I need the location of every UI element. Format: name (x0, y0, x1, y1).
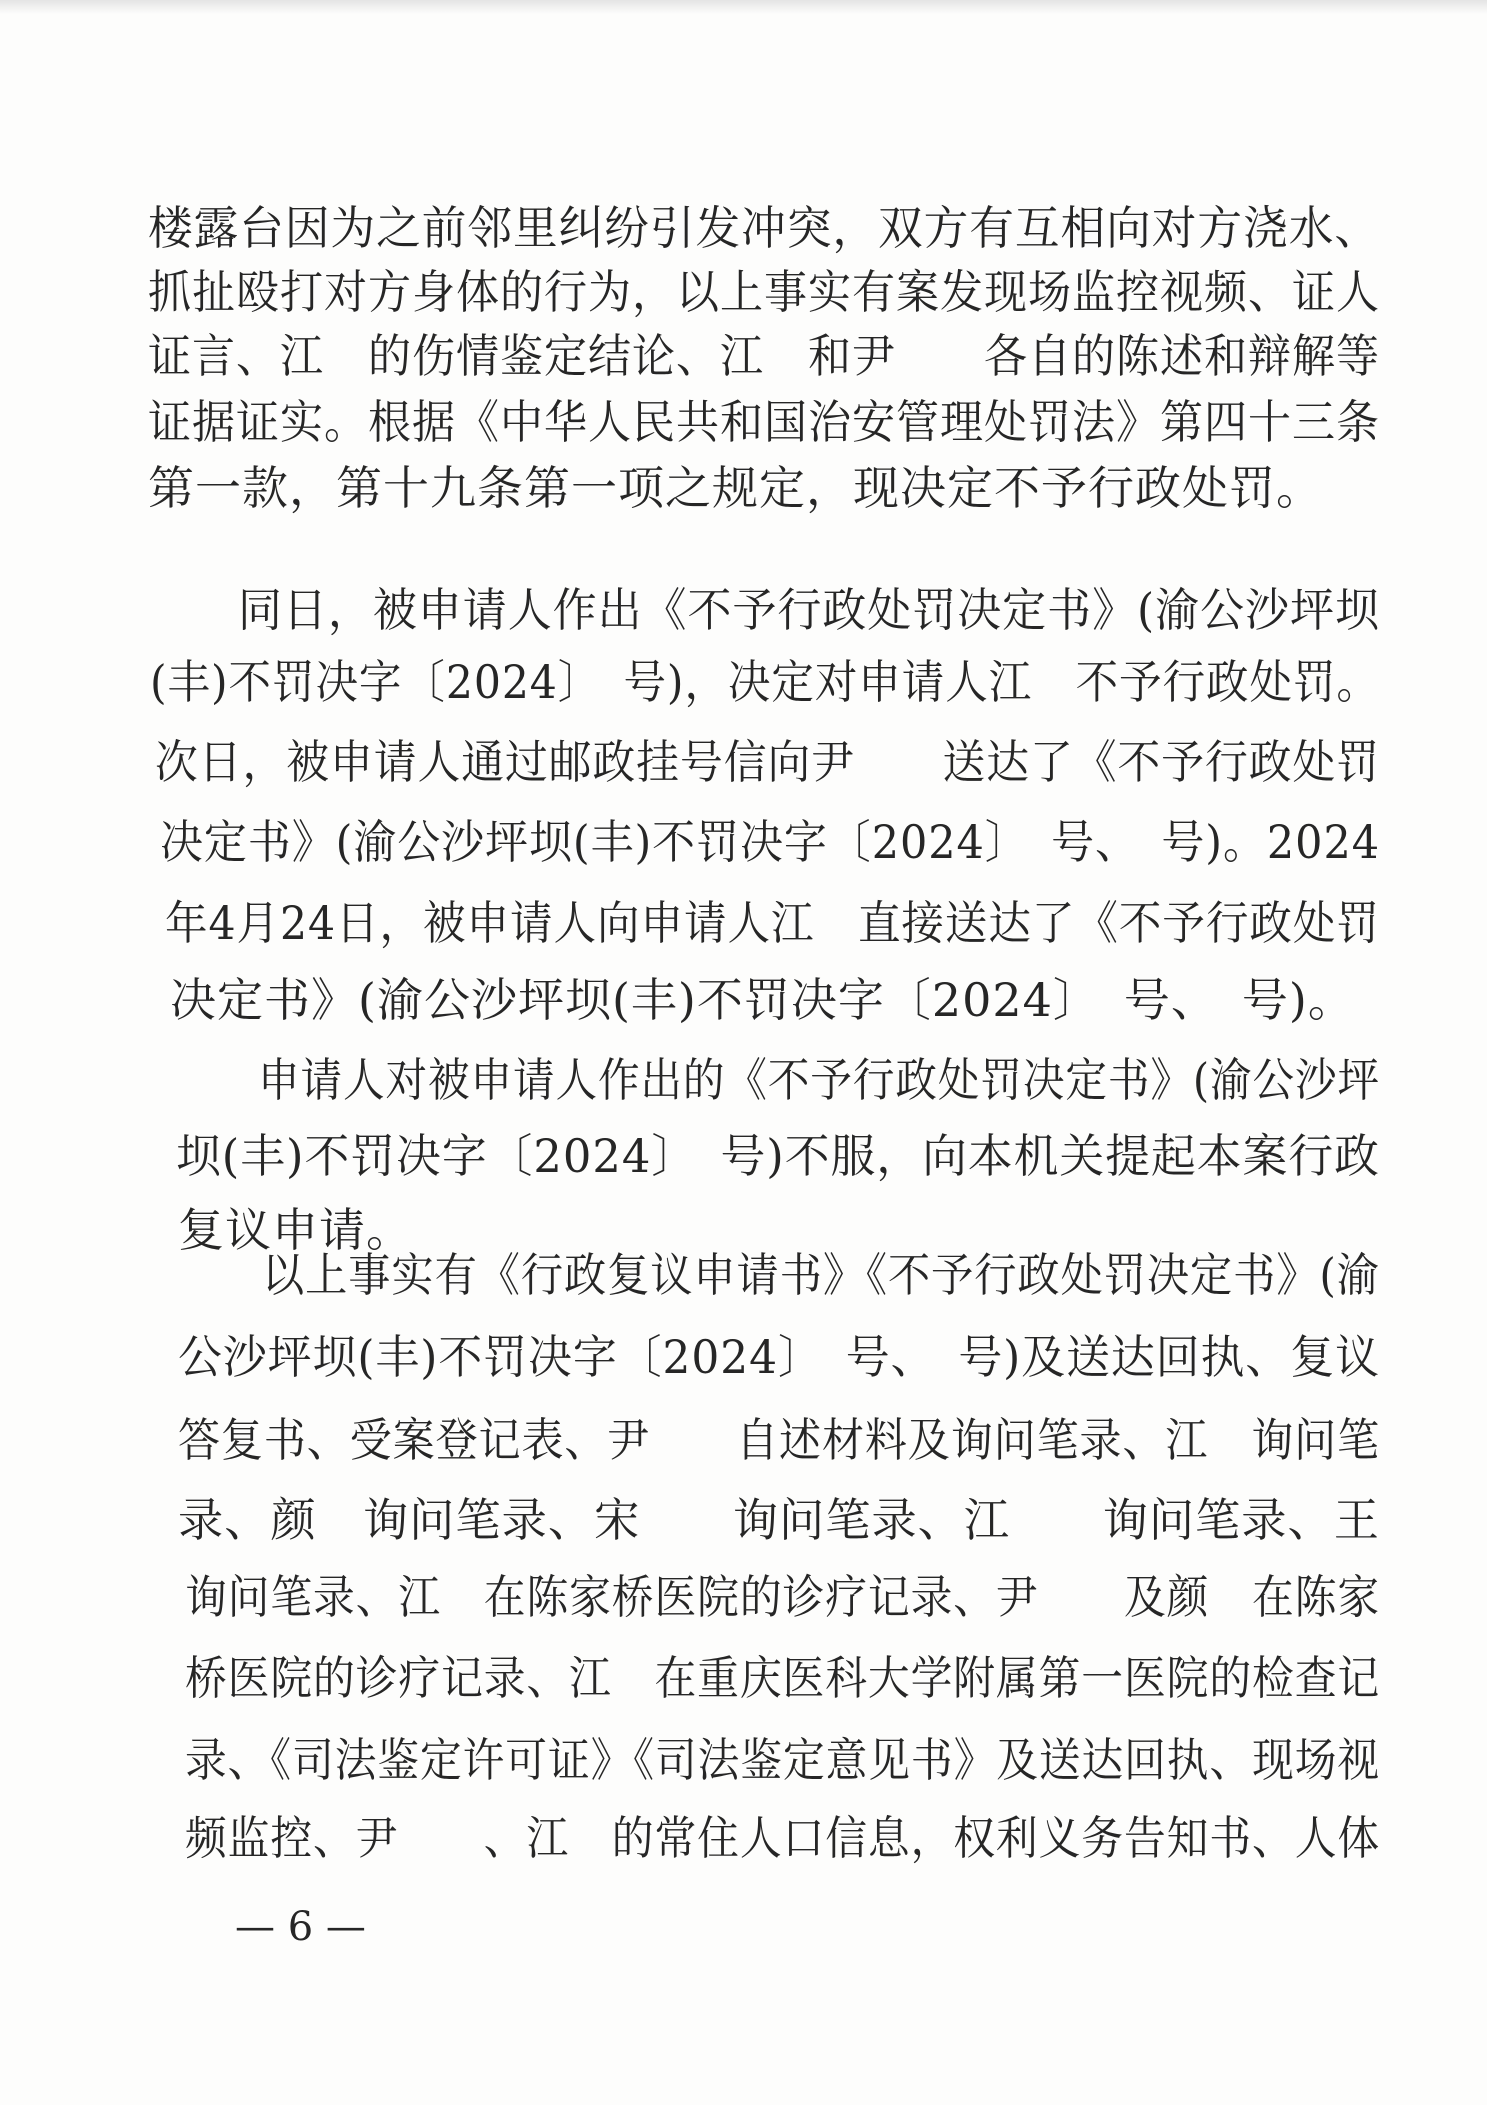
page-number: — 6 — (235, 1904, 366, 1950)
text-line-9: 决定书》(渝公沙坪坝(丰)不罚决字〔2024〕 号、 号)。2024 (160, 815, 1380, 869)
text-line-1: 楼露台因为之前邻里纠纷引发冲突，双方有互相向对方浇水、 (148, 201, 1380, 255)
text-line-16: 公沙坪坝(丰)不罚决字〔2024〕 号、 号)及送达回执、复议 (178, 1330, 1380, 1384)
text-line-3: 证言、江 的伤情鉴定结论、江 和尹 各自的陈述和辩解等 (148, 329, 1381, 383)
text-line-14: 复议申请。 (178, 1203, 413, 1257)
text-line-6: 同日，被申请人作出《不予行政处罚决定书》(渝公沙坪坝 (238, 583, 1380, 637)
text-line-17: 答复书、受案登记表、尹 自述材料及询问笔录、江 询问笔 (178, 1413, 1381, 1467)
text-line-8: 次日，被申请人通过邮政挂号信向尹 送达了《不予行政处罚 (155, 735, 1381, 789)
text-line-20: 桥医院的诊疗记录、江 在重庆医科大学附属第一医院的检查记 (185, 1651, 1381, 1705)
text-line-4: 证据证实。根据《中华人民共和国治安管理处罚法》第四十三条 (148, 395, 1381, 449)
text-line-21: 录、《司法鉴定许可证》《司法鉴定意见书》及送达回执、现场视 (185, 1733, 1381, 1787)
text-line-5: 第一款，第十九条第一项之规定，现决定不予行政处罚。 (148, 461, 1323, 515)
text-line-22: 频监控、尹 、江 的常住人口信息，权利义务告知书、人体 (185, 1811, 1381, 1865)
scan-edge (0, 0, 1487, 14)
text-line-11: 决定书》(渝公沙坪坝(丰)不罚决字〔2024〕 号、 号)。 (170, 973, 1355, 1027)
text-line-12: 申请人对被申请人作出的《不予行政处罚决定书》(渝公沙坪 (258, 1053, 1380, 1107)
text-line-15: 以上事实有《行政复议申请书》《不予行政处罚决定书》(渝 (262, 1248, 1380, 1302)
text-line-18: 录、颜 询问笔录、宋 询问笔录、江 询问笔录、王 (178, 1493, 1380, 1547)
text-line-2: 抓扯殴打对方身体的行为，以上事实有案发现场监控视频、证人 (148, 265, 1381, 319)
text-line-10: 年4月24日，被申请人向申请人江 直接送达了《不予行政处罚 (165, 896, 1380, 950)
text-line-7: (丰)不罚决字〔2024〕 号)，决定对申请人江 不予行政处罚。 (150, 655, 1380, 709)
text-line-19: 询问笔录、江 在陈家桥医院的诊疗记录、尹 及颜 在陈家 (185, 1570, 1381, 1624)
text-line-13: 坝(丰)不罚决字〔2024〕 号)不服，向本机关提起本案行政 (176, 1129, 1380, 1183)
